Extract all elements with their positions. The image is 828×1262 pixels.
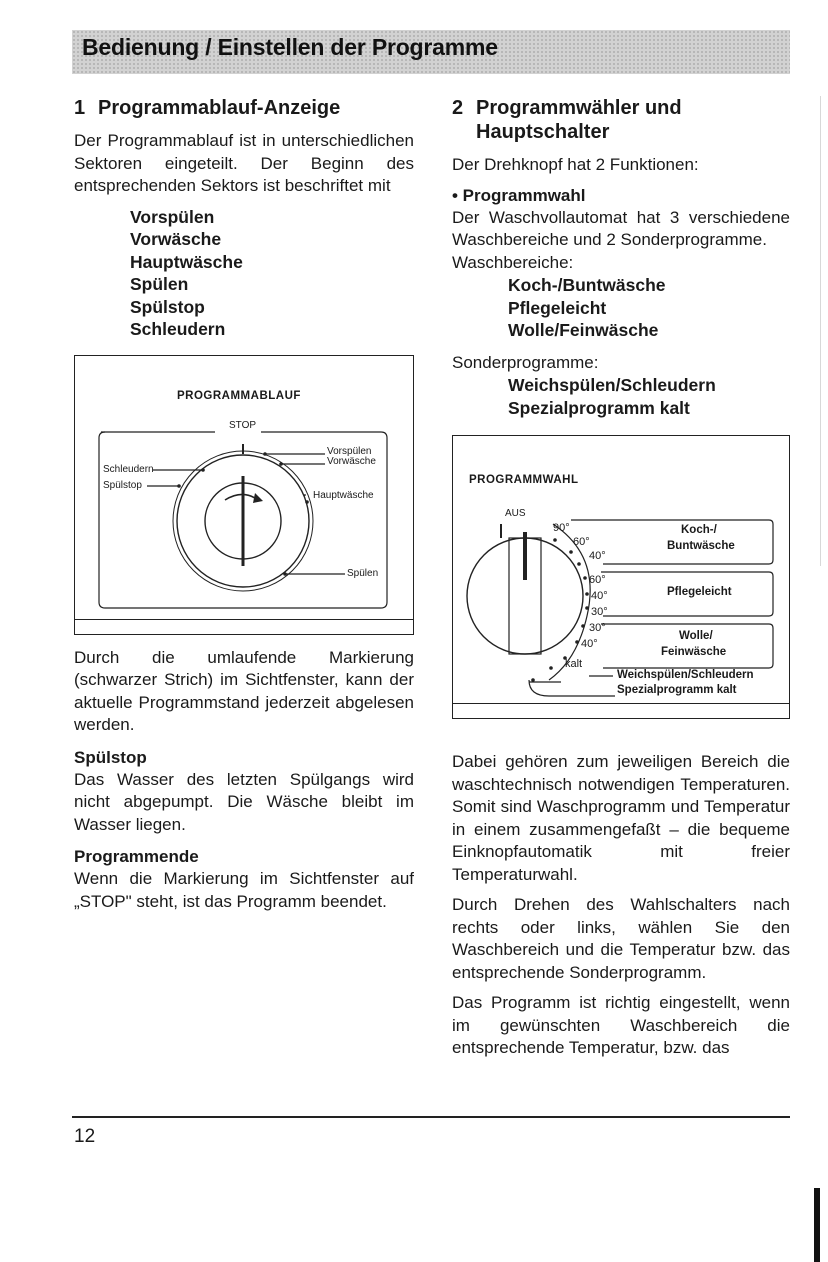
aus-label: AUS: [505, 508, 526, 519]
section-2-intro: Der Drehknopf hat 2 Funktionen:: [452, 155, 699, 174]
paragraph: Dabei gehören zum jeweiligen Bereich die waschtechnisch notwendigen Temperaturen. Somit sind Waschprogramm und Temperatur in einem zusammengefaßt – die bequeme Einknopfautomatik mit freier Temperaturwahl.: [452, 752, 790, 884]
sonder-label: Sonderprogramme:: [452, 352, 599, 372]
wolle-label-line2: Feinwäsche: [661, 646, 727, 658]
pflegeleicht-label: Pflegeleicht: [667, 586, 732, 598]
bereiche-list: [508, 274, 790, 342]
list-item: Hauptwäsche: [130, 251, 243, 272]
list-item: Spezialprogramm kalt: [508, 397, 690, 418]
spuelstop-heading: Spülstop: [74, 747, 147, 767]
schleudern-label: Schleudern: [103, 463, 154, 475]
paragraph: Durch die umlaufende Markierung (schwarzer Strich) im Sichtfenster, kann der aktuelle Programmstand jederzeit abgelesen werden.: [74, 647, 414, 734]
vorwaesche-label: Vorwäsche: [327, 455, 376, 467]
kalt-label: kalt: [565, 658, 583, 670]
left-column: [74, 96, 414, 921]
list-item: Spülen: [130, 274, 189, 294]
paragraph: Wenn die Markierung im Sichtfenster auf „STOP" steht, ist das Programm beendet.: [74, 869, 414, 911]
list-item: Koch-/Buntwäsche: [508, 275, 666, 295]
figure-bottom-bar: [453, 703, 789, 718]
stop-label: STOP: [229, 419, 257, 431]
temp-40-label: 40°: [589, 550, 606, 562]
spuelstop-label: Spülstop: [103, 479, 142, 491]
list-item: Vorwäsche: [130, 229, 222, 249]
temp-30-label: 30°: [589, 622, 606, 634]
footer-rule: [72, 1116, 790, 1118]
programmwahl-figure: [452, 435, 790, 719]
spuelen-label: Spülen: [347, 567, 379, 579]
page-edge-line: [820, 96, 821, 566]
figure-title: PROGRAMMWAHL: [469, 474, 579, 486]
temp-60-label: 60°: [573, 536, 590, 548]
page-number: 12: [74, 1126, 96, 1147]
list-item: Spülstop: [130, 296, 205, 317]
programmwahl-heading: • Programmwahl: [452, 185, 586, 205]
temp-40-label: 40°: [591, 590, 608, 602]
paragraph: Das Programm ist richtig eingestellt, wenn im gewünschten Waschbereich die entsprechende Temperatur, bzw. das: [452, 993, 790, 1057]
section-1-heading: [74, 96, 414, 120]
koch-label-line1: Koch-/: [681, 524, 717, 536]
section-title-line: Programmwähler und: [476, 97, 682, 119]
section-number: 2: [452, 97, 464, 119]
page-title: Bedienung / Einstellen der Programme: [82, 34, 498, 60]
programmablauf-figure: [74, 355, 414, 635]
list-item: Schleudern: [130, 319, 226, 339]
section-2-heading: [452, 96, 790, 144]
sonder-list: [508, 374, 790, 419]
page-edge-mark: [814, 1188, 820, 1262]
figure-bottom-bar: [75, 619, 413, 634]
koch-label-line2: Buntwäsche: [667, 540, 735, 552]
hauptwaesche-label: Hauptwäsche: [313, 489, 374, 501]
list-item: Weichspülen/Schleudern: [508, 375, 716, 395]
bereiche-label: Waschbereiche:: [452, 252, 574, 272]
section-1-intro: Der Programmablauf ist in unterschiedlichen Sektoren eingeteilt. Der Beginn des entsprechenden Sektors ist beschriftet mit: [74, 131, 414, 195]
temp-30-label: 30°: [591, 606, 608, 618]
temp-90-label: 90°: [553, 522, 570, 534]
vorspuelen-label: Vorspülen: [327, 445, 372, 457]
paragraph: Der Waschvollautomat hat 3 verschiedene Waschbereiche und 2 Sonderprogramme.: [452, 207, 790, 249]
figure-title: PROGRAMMABLAUF: [177, 389, 301, 402]
list-item: Vorspülen: [130, 206, 215, 227]
list-item: Wolle/Feinwäsche: [508, 320, 659, 340]
weichspuelen-label: Weichspülen/Schleudern: [617, 669, 754, 681]
spezialprogramm-label: Spezialprogramm kalt: [617, 684, 737, 696]
right-column: [452, 96, 790, 1068]
section-title-line: Hauptschalter: [476, 121, 610, 143]
wolle-label-line1: Wolle/: [679, 630, 713, 642]
paragraph: Das Wasser des letzten Spülgangs wird nicht abgepumpt. Die Wäsche bleibt im Wasser liegen.: [74, 769, 414, 834]
section-title: Programmablauf-Anzeige: [98, 97, 341, 119]
phase-list: [130, 206, 414, 341]
paragraph: Durch Drehen des Wahlschalters nach rechts oder links, wählen Sie den Waschbereich und die Temperatur bzw. das entsprechende Sonderprogramm.: [452, 895, 790, 982]
programmende-heading: Programmende: [74, 847, 199, 866]
list-item: Pflegeleicht: [508, 297, 607, 318]
temp-60-label: 60°: [589, 574, 606, 586]
section-number: 1: [74, 97, 86, 119]
temp-40-label: 40°: [581, 638, 598, 650]
